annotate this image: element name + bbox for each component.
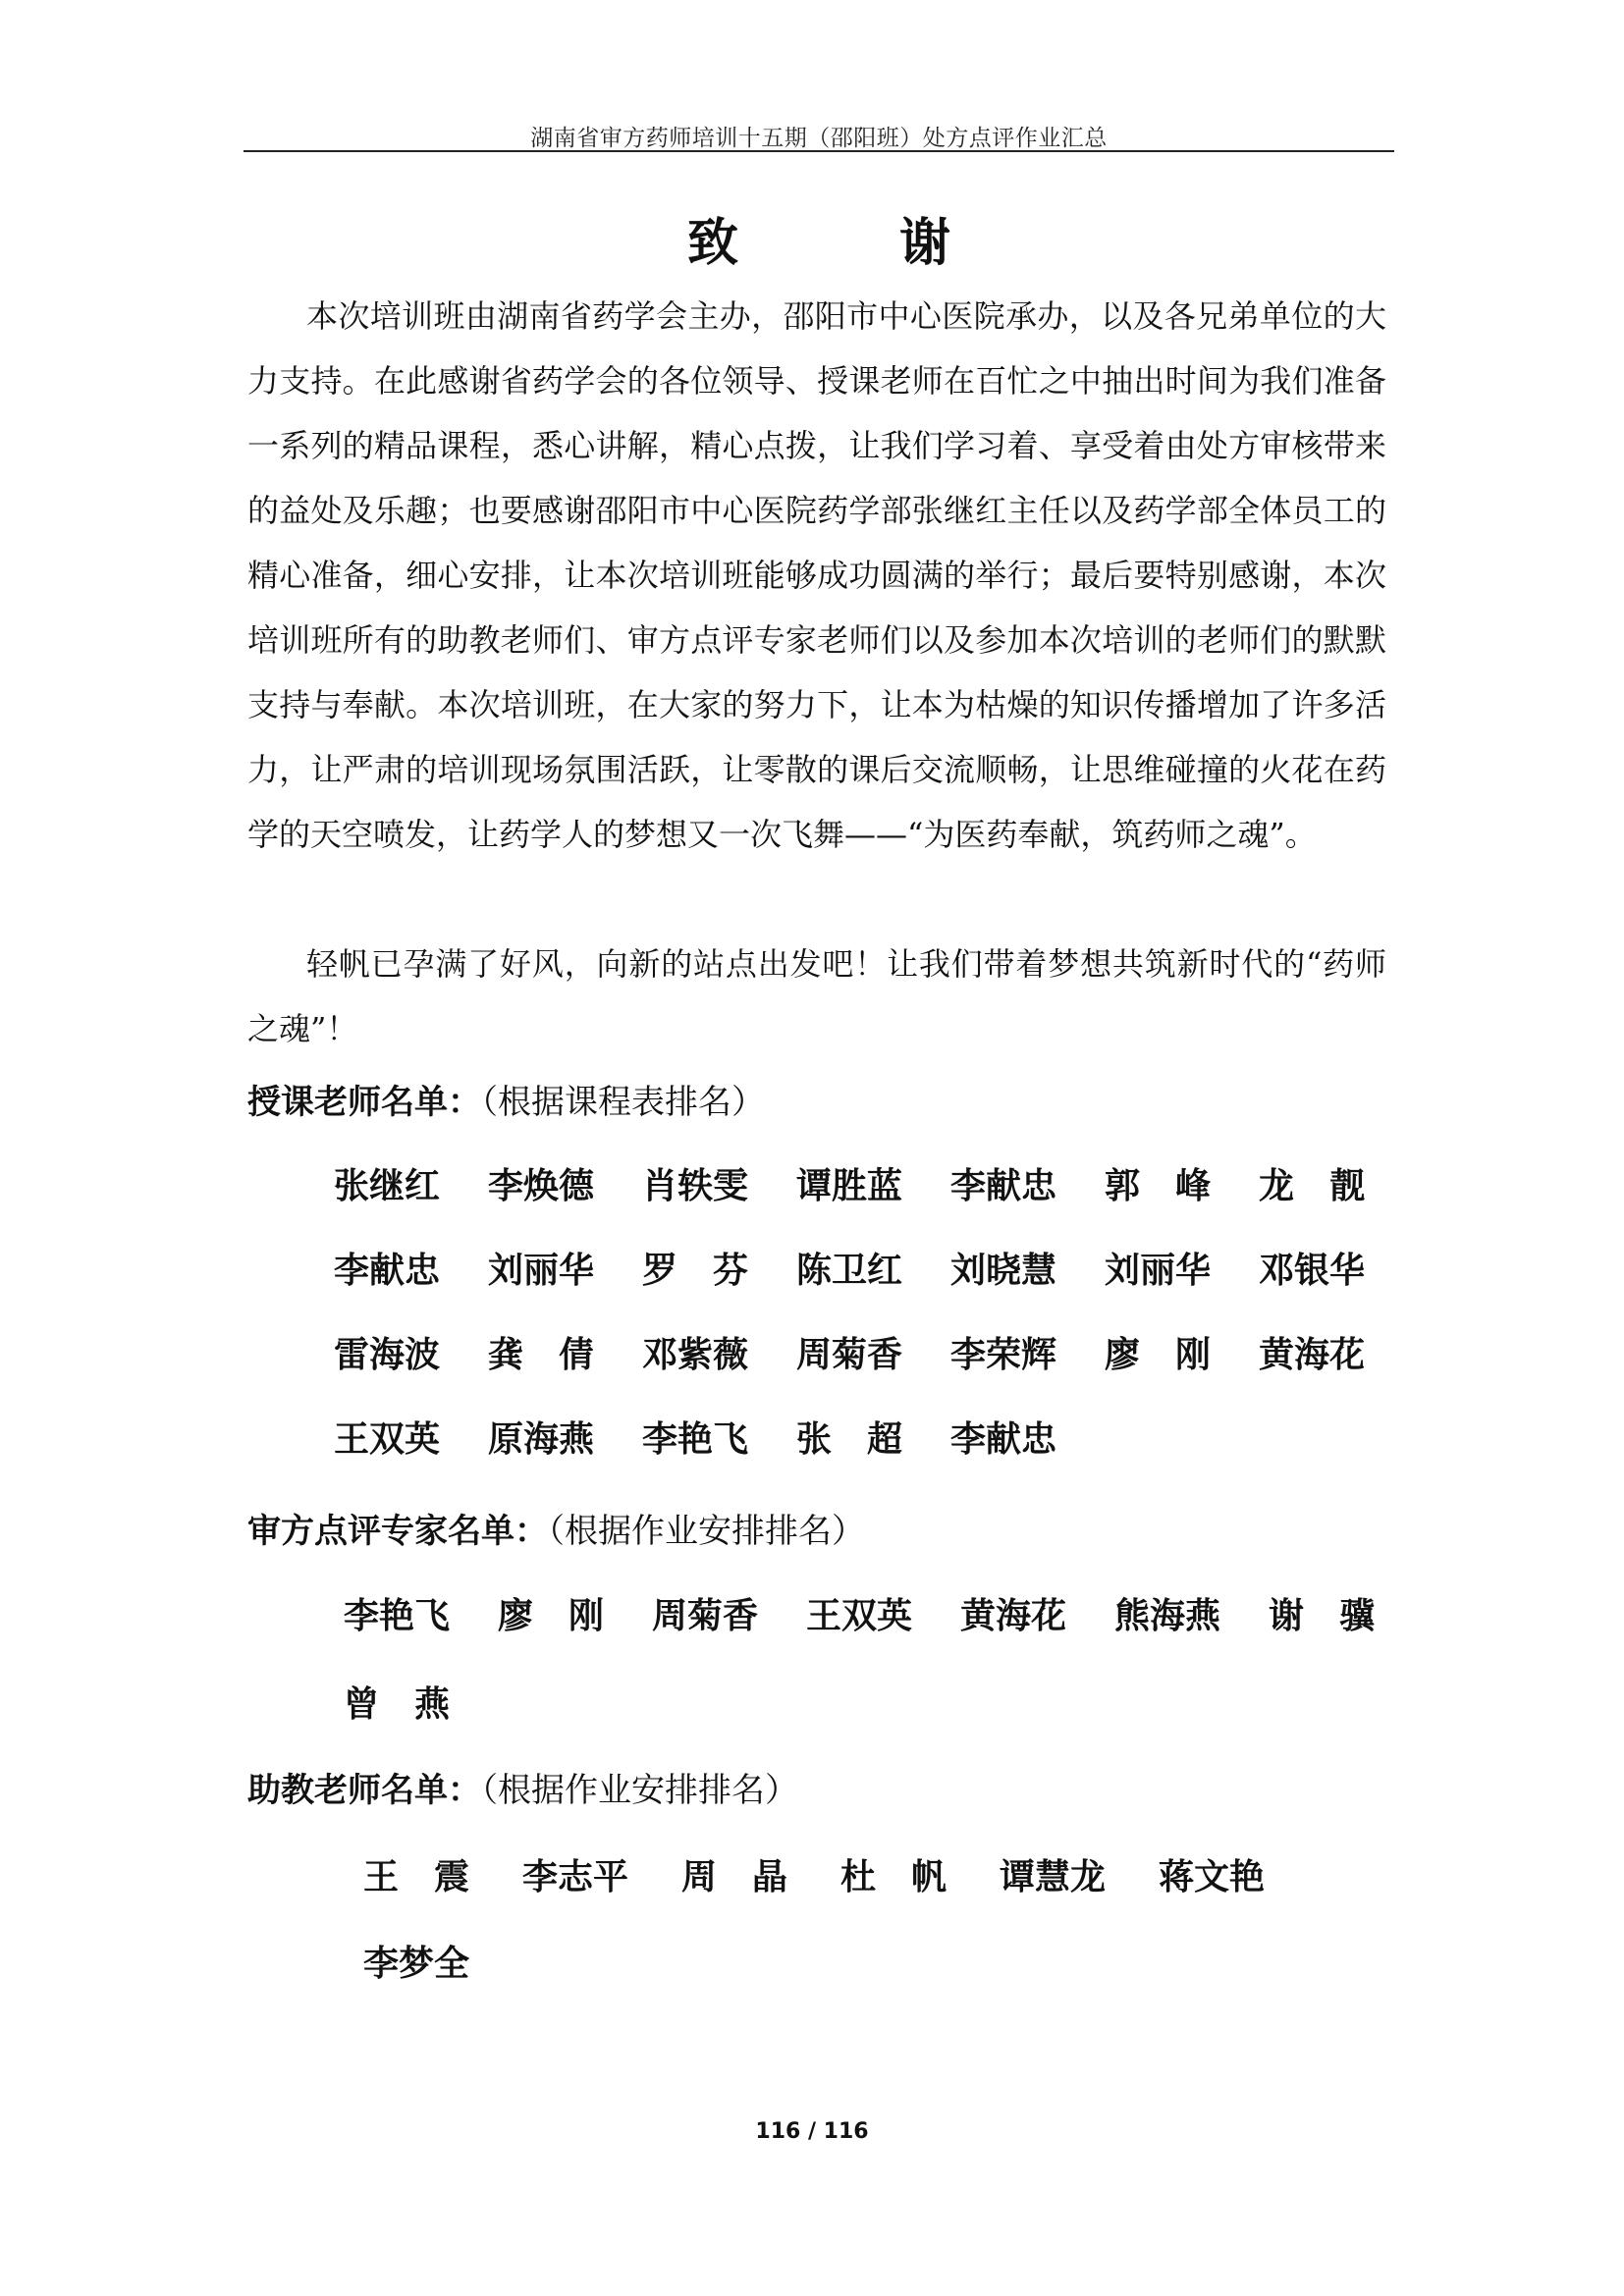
person-name: 蒋文艳 [1159, 1857, 1266, 1897]
experts-name-list [344, 1588, 1404, 1755]
person-name: 邓紫薇 [642, 1335, 749, 1375]
person-name: 陈卫红 [796, 1251, 903, 1291]
person-name: 龚 倩 [488, 1335, 595, 1375]
person-name: 龙 靓 [1259, 1166, 1366, 1206]
person-name: 周 晶 [681, 1857, 788, 1897]
person-name: 谭慧龙 [1000, 1857, 1107, 1897]
teachers-label: 授课老师名单： [247, 1083, 481, 1122]
person-name: 廖 刚 [498, 1596, 605, 1636]
person-name: 熊海燕 [1114, 1596, 1221, 1636]
teachers-note: （根据课程表排名） [481, 1083, 765, 1122]
person-name: 罗 芬 [642, 1251, 749, 1291]
assistants-section-heading [247, 1763, 798, 1811]
person-name: 雷海波 [334, 1335, 441, 1375]
header-divider [244, 150, 1394, 152]
teachers-section-heading [247, 1075, 765, 1123]
person-name: 李献忠 [950, 1419, 1057, 1460]
person-name: 曾 燕 [344, 1684, 451, 1725]
person-name: 原海燕 [488, 1419, 595, 1460]
person-name: 谢 骥 [1269, 1596, 1376, 1636]
person-name: 李焕德 [488, 1166, 595, 1206]
person-name: 张 超 [796, 1419, 903, 1460]
person-name: 刘丽华 [488, 1251, 595, 1291]
person-name: 廖 刚 [1105, 1335, 1212, 1375]
person-name: 周菊香 [652, 1596, 759, 1636]
person-name: 邓银华 [1259, 1251, 1366, 1291]
experts-section-heading [247, 1504, 865, 1552]
closing-paragraph: 轻帆已孕满了好风，向新的站点出发吧！让我们带着梦想共筑新时代的“药师之魂”！ [247, 945, 1386, 1047]
running-header: 湖南省审方药师培训十五期（邵阳班）处方点评作业汇总 [530, 126, 1108, 151]
acknowledgement-paragraph: 本次培训班由湖南省药学会主办，邵阳市中心医院承办，以及各兄弟单位的大力支持。在此感谢省药学会的各位领导、授课老师在百忙之中抽出时间为我们准备一系列的精品课程，悉心讲解，精心点拨，让我们学习着、享受着由处方审核带来的益处及乐趣；也要感谢邵阳市中心医院药学部张继红主任以及药学部全体员工的精心准备，细心安排，让本次培训班能够成功圆满的举行；最后要特别感谢，本次培训班所有的助教老师们、审方点评专家老师们以及参加本次培训的老师们的默默支持与奉献。本次培训班，在大家的努力下，让本为枯燥的知识传播增加了许多活力，让严肃的培训现场氛围活跃，让零散的课后交流顺畅，让思维碰撞的火花在药学的天空喷发，让药学人的梦想又一次飞舞——“为医药奉献，筑药师之魂”。 [247, 297, 1386, 853]
person-name: 王 震 [363, 1857, 470, 1897]
assistants-note: （根据作业安排排名） [481, 1771, 798, 1810]
person-name: 黄海花 [1259, 1335, 1366, 1375]
person-name: 刘晓慧 [950, 1251, 1057, 1291]
person-name: 杜 帆 [840, 1857, 947, 1897]
person-name: 郭 峰 [1105, 1166, 1212, 1206]
person-name: 李献忠 [950, 1166, 1057, 1206]
teachers-name-list [334, 1158, 1394, 1502]
person-name: 李艳飞 [642, 1419, 749, 1460]
person-name: 李荣辉 [950, 1335, 1057, 1375]
person-name: 王双英 [334, 1419, 441, 1460]
experts-label: 审方点评专家名单： [247, 1512, 548, 1551]
page-title: 致 谢 [686, 214, 1005, 273]
person-name: 王双英 [806, 1596, 913, 1636]
person-name: 李志平 [522, 1857, 629, 1897]
assistants-label: 助教老师名单： [247, 1771, 481, 1810]
person-name: 李梦全 [363, 1944, 470, 1984]
assistants-name-list [363, 1849, 1345, 2016]
person-name: 黄海花 [960, 1596, 1067, 1636]
person-name: 李献忠 [334, 1251, 441, 1291]
page-number: 116 / 116 [755, 2119, 869, 2144]
person-name: 刘丽华 [1105, 1251, 1212, 1291]
person-name: 张继红 [334, 1166, 441, 1206]
person-name: 肖轶雯 [642, 1166, 749, 1206]
experts-note: （根据作业安排排名） [548, 1512, 865, 1551]
person-name: 谭胜蓝 [796, 1166, 903, 1206]
person-name: 李艳飞 [344, 1596, 451, 1636]
person-name: 周菊香 [796, 1335, 903, 1375]
